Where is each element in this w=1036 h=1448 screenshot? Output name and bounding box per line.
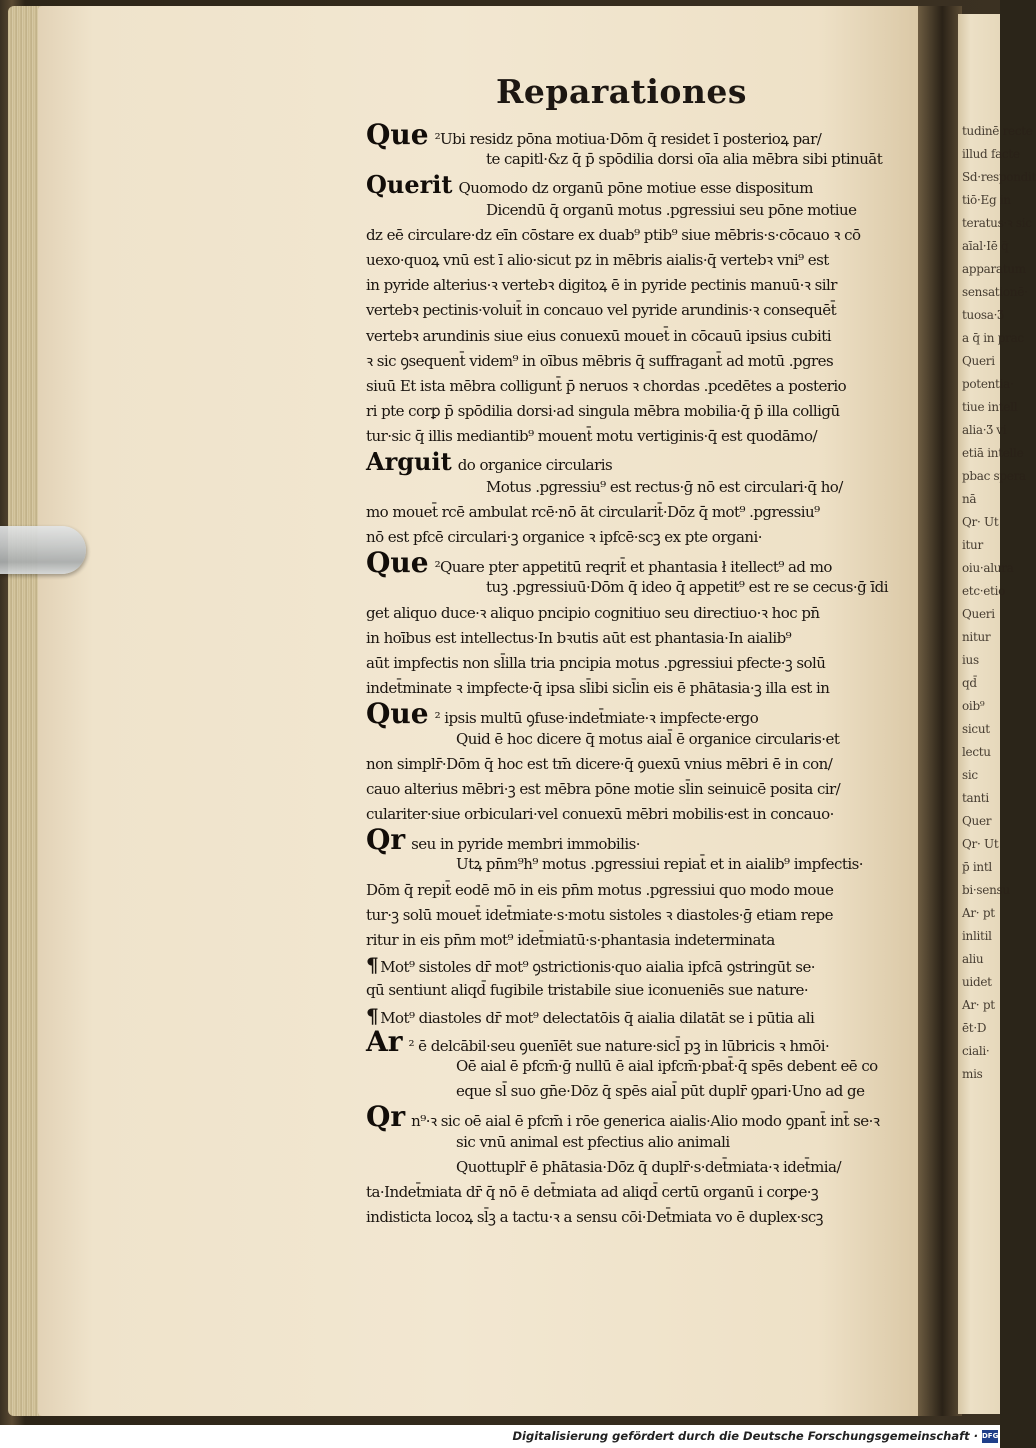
section-heading: Qr [366, 823, 406, 857]
facing-page-fragment: qd̄ [962, 676, 977, 690]
text-line [366, 1024, 914, 1058]
text-line [366, 802, 914, 827]
text-line [366, 928, 914, 953]
line-text: dz eē circulare·dz eīn cōstare ex duab⁹ ptib⁹ siue mēbris·s·cōcauo ꝛ cō [366, 225, 861, 244]
text-line [366, 546, 914, 580]
text-line [366, 525, 914, 550]
line-text: tur·sic q̄ illis mediantib⁹ mouent̄ motu vertiginis·q̄ est quodāmo/ [366, 427, 817, 446]
line-text: get aliquo duce·ꝛ aliquo pncipio cognitiuo seu directiuo·ꝛ hoc pn̄ [366, 603, 820, 622]
line-text: ꝛ sic ꝯsequent̄ videm⁹ in oībus mēbris q̄ suffragant̄ ad motū .pgres [366, 351, 834, 370]
facing-page-fragment: Qr· Ut [962, 515, 999, 529]
facing-page-fragment: oiu·alura [962, 561, 1014, 575]
text-line [366, 198, 914, 223]
text-line [366, 374, 914, 399]
facing-page-fragment: teratus·ꝛ sic [962, 216, 1032, 230]
facing-page-fragment: tiō·Eg in [962, 193, 1011, 207]
facing-page-fragment: Ar· pt [962, 998, 995, 1012]
line-text: eque sl̄ suo gn̄e·Dōz q̄ spēs aial̄ pūt duplr̄ ꝯpari·Uno ad ge [456, 1082, 865, 1101]
facing-page-fragment: aīal·Iē q̄ [962, 239, 1009, 253]
line-text: ² ē delcābil·seu ꝯuenīēt sue nature·sicl̄ pꝫ in lūbricis ꝛ hmōi· [408, 1036, 830, 1055]
line-text: Quid ē hoc dicere q̄ motus aial̄ ē organice circularis·et [456, 729, 840, 748]
line-text: nō est pfcē circulari·ꝫ organice ꝛ ipfcē·scꝫ ex pte organi· [366, 528, 762, 546]
facing-page-fragment: inlitil [962, 929, 992, 943]
line-text: Mot⁹ diastoles dr̄ mot⁹ delectatōis q̄ aialia dilatāt se i pūtia ali [380, 1008, 815, 1027]
text-line [366, 147, 914, 172]
text-line [366, 697, 914, 731]
text-line [366, 399, 914, 424]
text-line [366, 601, 914, 626]
line-text: ri pte corꝑ p̄ spōdilia dorsi·ad singula mēbra mobilia·q̄ p̄ illa colligū [366, 402, 840, 421]
facing-page-fragment: tuosa·Ʒ [962, 308, 1004, 322]
facing-page-fragment: sicut [962, 722, 990, 736]
running-head: Reparationes [496, 72, 748, 111]
facing-page-fragment: a q̄ in prac [962, 331, 1024, 345]
line-text: in hoībus est intellectus·In bꝛutis aūt est phantasia·In aialib⁹ [366, 628, 792, 647]
facing-page-fragment: Qr· Ut [962, 837, 999, 851]
text-line [366, 248, 914, 273]
facing-page-fragment: oib⁹ [962, 699, 985, 713]
section-heading: Qr [366, 1100, 406, 1134]
text-line [366, 1130, 914, 1155]
text-line [366, 978, 914, 1003]
text-line [366, 852, 914, 877]
facing-page-fragment: Queri [962, 354, 995, 368]
facing-page-fragment: Quer [962, 814, 992, 828]
text-line [366, 475, 914, 500]
line-text: ²Ubi residz pōna motiua·Dōm q̄ residet ī posterioꝝ par/ [434, 130, 822, 148]
line-text: indisticta locoꝝ sl̄ꝫ a tactu·ꝛ a sensu cōi·Det̄miata vo ē duplex·scꝫ [366, 1208, 823, 1227]
line-text: vertebꝛ pectinis·voluit̄ in concauo vel pyride arundinis·ꝛ consequēt̄ [366, 301, 837, 320]
text-line [366, 1054, 914, 1079]
line-text: siuū Et ista mēbra colligunt̄ p̄ neruos ꝛ chordas .pcedētes a posterio [366, 376, 847, 395]
line-text: Dōm q̄ repit̄ eodē mō in eis pn̄m motus .pgressiui quo modo moue [366, 880, 834, 899]
line-text: do organice circularis [457, 456, 613, 475]
facing-page-fragment: potentia· [962, 377, 1014, 391]
facing-page-fragment: Ar· pt [962, 906, 995, 920]
line-text: te capitl·&z q̄ p̄ spōdilia dorsi oīa alia mēbra sibi ptinuāt [486, 150, 883, 169]
book-clasp-image [0, 526, 86, 574]
line-text: ritur in eis pn̄m mot⁹ idet̄miatū·s·phantasia indeterminata [366, 931, 775, 949]
facing-page-fragment: p̄ intl [962, 860, 992, 874]
text-line [366, 324, 914, 349]
section-heading: Arguit [366, 447, 452, 477]
section-heading: Que [366, 546, 429, 580]
facing-page-fragment: sensationē· [962, 285, 1028, 299]
line-text: mo mouet̄ rcē ambulat rcē·nō āt circularit̄·Dōz q̄ mot⁹ .pgressiu⁹ [366, 502, 820, 521]
text-line [366, 651, 914, 676]
facing-page-fragment: tiue intell [962, 400, 1018, 414]
section-heading: Ar [366, 1024, 403, 1058]
footer-credit: Digitalisierung gefördert durch die Deutsche Forschungsgemeinschaft · [512, 1429, 978, 1443]
line-text: ²Quare pter appetitū reqrit̄ et phantasia ł itellect⁹ ad mo [434, 558, 832, 577]
line-text: Dicendū q̄ organū motus .pgressiui seu pōne motiue [486, 200, 857, 219]
facing-page-fragment: tanti [962, 791, 989, 805]
text-line [366, 447, 914, 477]
text-line [366, 170, 914, 200]
text-line [366, 752, 914, 777]
facing-page-fragment: ciali· [962, 1044, 990, 1058]
text-line [366, 878, 914, 903]
text-line [366, 1079, 914, 1104]
facing-page-fragment: ēt·D [962, 1021, 987, 1035]
line-text: Mot⁹ sistoles dr̄ mot⁹ ꝯstrictionis·quo aialia ipfcā ꝯstringūt se· [380, 958, 815, 977]
line-text: tuꝫ .pgressiuū·Dōm q̄ ideo q̄ appetit⁹ est re se cecus·ḡ īdi [486, 578, 888, 597]
facing-page-fragment: nitur [962, 630, 991, 644]
line-text: uexo·quoꝝ vnū est ī alio·sicut pz in mēbris aialis·q̄ vertebꝛ vni⁹ est [366, 250, 829, 269]
line-text: Utꝝ pn̄m⁹h⁹ motus .pgressiui repiat̄ et in aialib⁹ impfectis· [456, 855, 863, 874]
line-text: in pyride alterius·ꝛ vertebꝛ digitoꝝ ē in pyride pectinis manuū·ꝛ silr [366, 276, 837, 295]
gutter-shadow [918, 6, 962, 1416]
text-line [366, 575, 914, 600]
facing-page-fragment: ius [962, 653, 979, 667]
line-text: vertebꝛ arundinis siue eius conuexū mouet̄ in cōcauū ipsius cubiti [366, 326, 832, 345]
facing-page-fragment: uidet [962, 975, 992, 989]
facing-page-fragment: illud facte [962, 147, 1020, 161]
text-line [366, 727, 914, 752]
dfg-logo: DFG [982, 1430, 998, 1443]
facing-page-fragment: lectu [962, 745, 991, 759]
section-heading: Querit [366, 170, 453, 200]
text-line [366, 273, 914, 298]
line-text: Motus .pgressiu⁹ est rectus·ḡ nō est circulari·q̄ ho/ [486, 477, 843, 496]
text-line [366, 1205, 914, 1230]
section-heading: Que [366, 118, 429, 151]
facing-page-fragment: itur [962, 538, 983, 552]
facing-page-fragment: Queri [962, 607, 995, 621]
facing-page-fragment: pbac spera [962, 469, 1026, 483]
facing-page-fragment: sic [962, 768, 978, 782]
text-line [366, 626, 914, 651]
facing-page-fragment: aliu [962, 952, 984, 966]
text-line [366, 1180, 914, 1205]
text-line [366, 1100, 914, 1134]
facing-page-fragment: mis [962, 1067, 983, 1081]
line-text: tur·ꝫ solū mouet̄ idet̄miate·s·motu sistoles ꝛ diastoles·ḡ etiam repe [366, 905, 833, 924]
pilcrow-mark: ¶ [366, 1003, 379, 1028]
line-text: qū sentiunt aliqd̄ fugibile tristabile siue iconueniēs sue nature· [366, 981, 809, 1000]
text-line [366, 424, 914, 449]
facing-page-fragment: bi·sensu [962, 883, 1010, 897]
line-text: aūt impfectis non sl̄illa tria pncipia motus .pgressiui pfecte·ꝫ solū [366, 653, 826, 672]
line-text: ta·Indet̄miata dr̄ q̄ nō ē det̄miata ad aliqd̄ certū organū i corꝑe·ꝫ [366, 1182, 819, 1201]
line-text: non simplr̄·Dōm q̄ hoc est tm̄ dicere·q̄ ꝯuexū vnius mēbri ē in con/ [366, 754, 833, 773]
line-text: Quomodo dz organū pōne motiue esse dispositum [458, 179, 813, 198]
text-line [366, 223, 914, 248]
section-heading: Que [366, 697, 429, 731]
text-line [366, 349, 914, 374]
facing-page-text [962, 120, 1036, 1081]
facing-page-fragment: etc·etio [962, 584, 1006, 598]
facing-page-fragment: Sd·respondit [962, 170, 1036, 184]
line-text: sic vnū animal est pfectius alio animali [456, 1132, 730, 1151]
text-line [366, 823, 914, 857]
facing-page-fragment: tudinē recte [962, 124, 1033, 138]
line-text: cauo alterius mēbri·ꝫ est mēbra pōne motie sl̄in seinuicē posita cir/ [366, 779, 841, 798]
facing-page-fragment: etiā intelle [962, 446, 1024, 460]
text-line [366, 903, 914, 928]
text-block [366, 118, 914, 1230]
text-line [366, 500, 914, 525]
line-text: seu in pyride membri immobilis· [411, 835, 641, 854]
line-text: Quottuplr̄ ē phātasia·Dōz q̄ duplr̄·s·det̄miata·ꝛ idet̄mia/ [456, 1157, 841, 1176]
facing-page-fragment: nā [962, 492, 977, 506]
text-line [366, 298, 914, 323]
text-line [366, 676, 914, 701]
text-line [366, 1004, 914, 1029]
pilcrow-mark: ¶ [366, 953, 379, 978]
facing-page-fragment: alia·Ʒ vi [962, 423, 1007, 437]
text-line [366, 118, 914, 151]
line-text: ² ipsis multū ꝯfuse·indet̄miate·ꝛ impfecte·ergo [434, 709, 759, 728]
line-text: indet̄minate ꝛ impfecte·q̄ ipsa sl̄ibi sicl̄in eis ē phātasia·ꝫ illa est in [366, 679, 830, 698]
facing-page-fragment: apparatum [962, 262, 1026, 276]
line-text: n⁹·ꝛ sic oē aial ē pfcm̄ i rōe generica aialis·Alio modo ꝯpant̄ int̄ se·ꝛ [411, 1112, 880, 1131]
text-line [366, 777, 914, 802]
text-line [366, 953, 914, 978]
line-text: culariter·siue orbiculari·vel conuexū mēbri mobilis·est in concauo· [366, 805, 834, 824]
line-text: Oē aial ē pfcm̄·ḡ nullū ē aial ipfcm̄·pbat̄·q̄ spēs debent eē co [456, 1056, 878, 1075]
text-line [366, 1155, 914, 1180]
footer-bar [0, 1425, 1000, 1448]
